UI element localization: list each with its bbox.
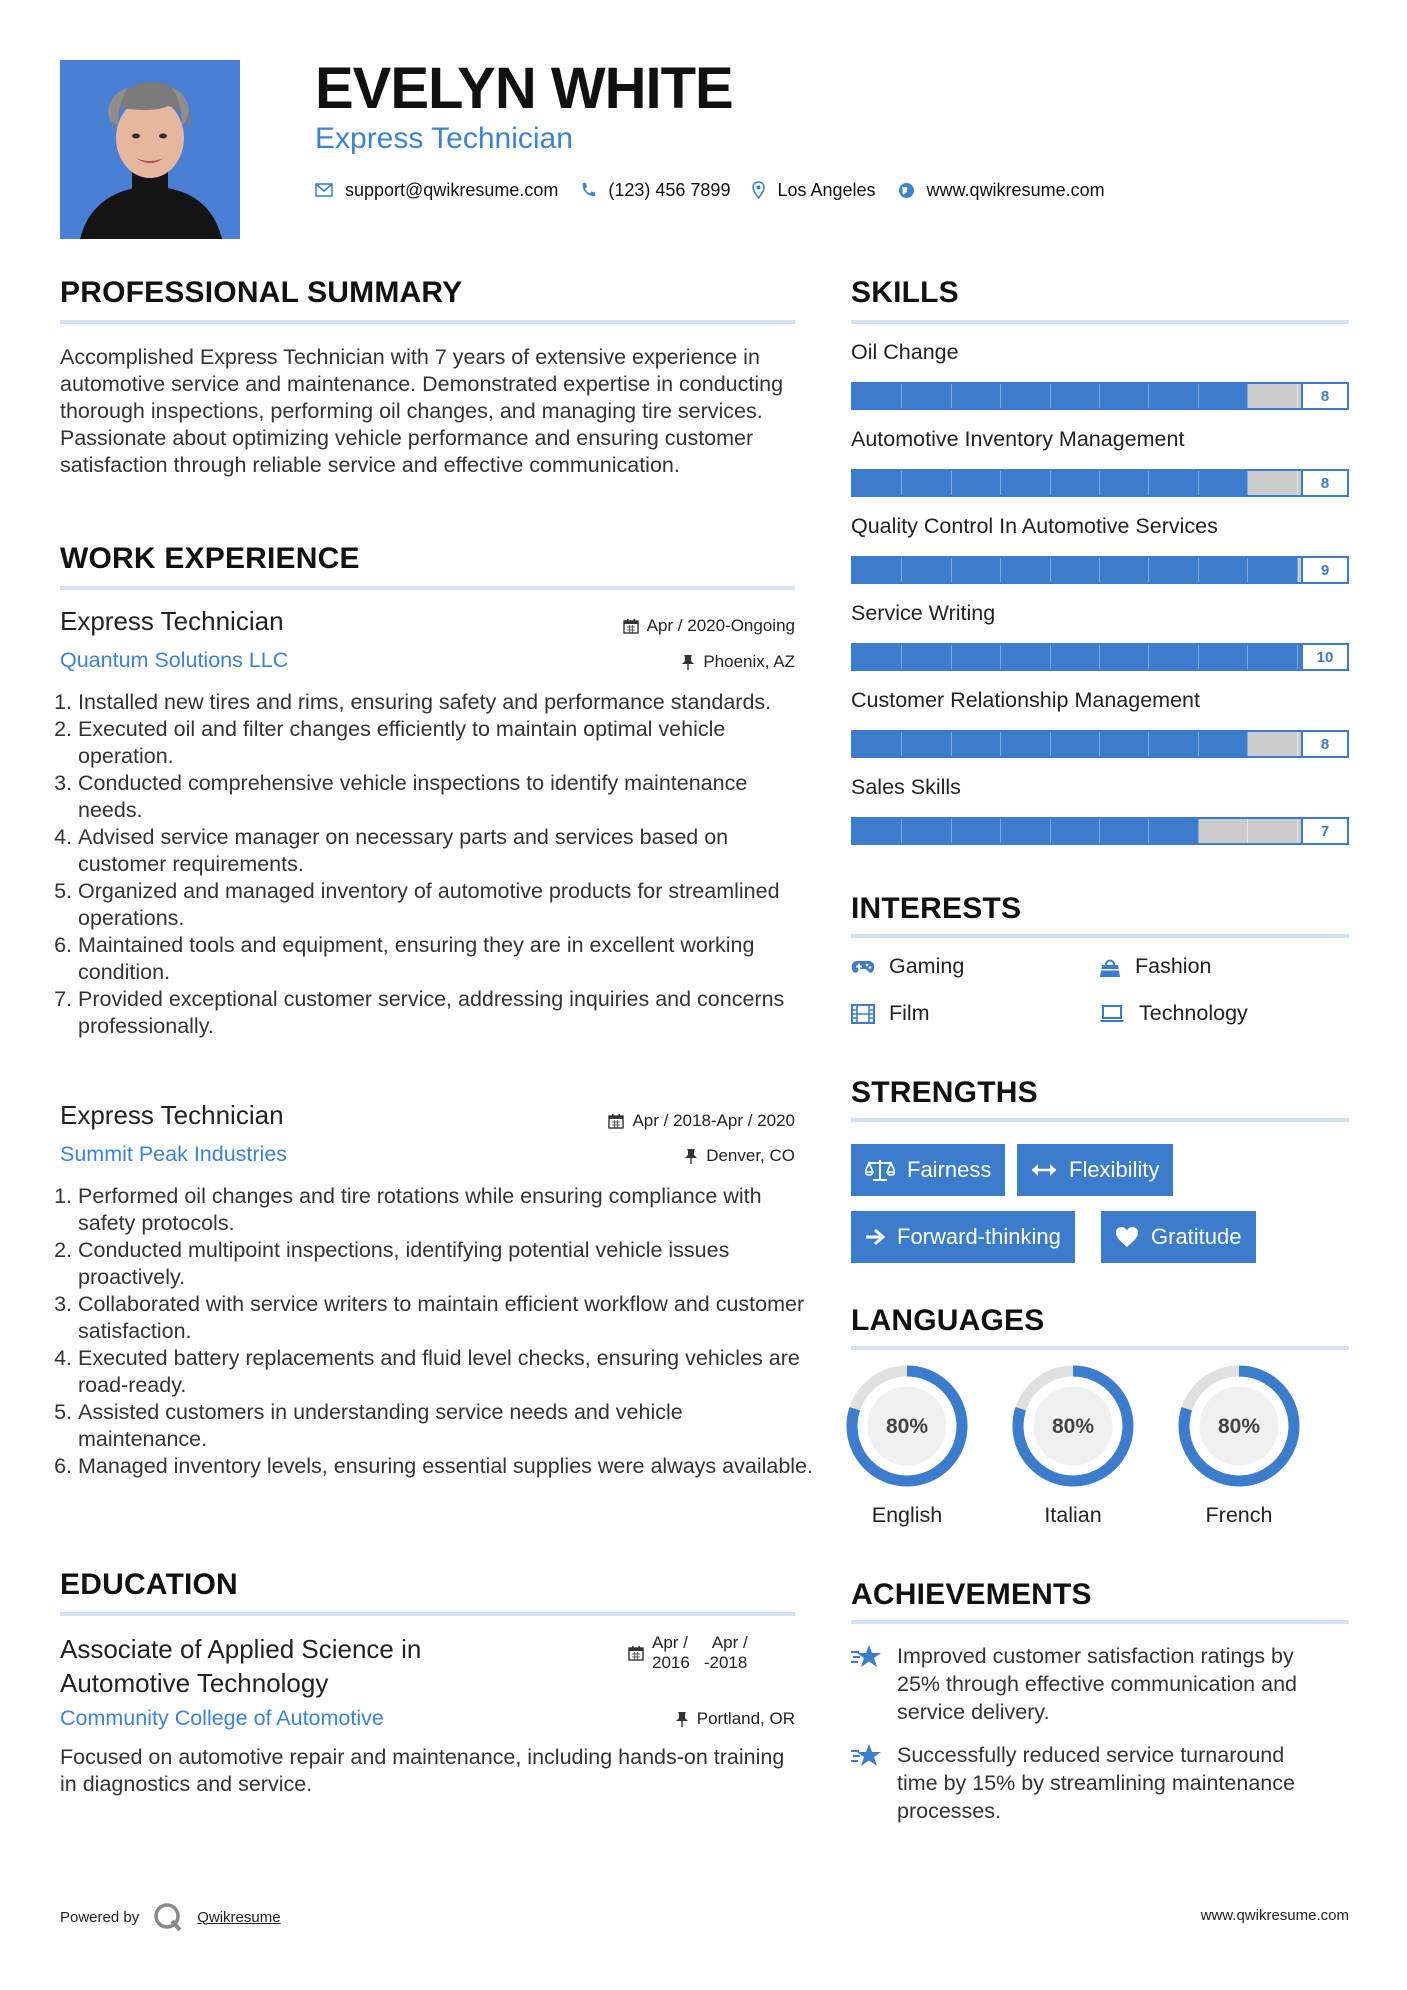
education-location xyxy=(675,1709,795,1729)
skill-bar-segment xyxy=(853,645,902,669)
skill-bar-segment xyxy=(1199,732,1248,756)
skill-row xyxy=(851,340,1349,410)
skills-heading: SKILLS xyxy=(851,276,959,309)
strengths-heading: STRENGTHS xyxy=(851,1076,1038,1109)
achievement-line: Successfully reduced service turnaround xyxy=(897,1743,1285,1767)
pushpin-icon xyxy=(675,1711,689,1727)
pushpin-icon xyxy=(681,654,695,670)
job-bullets xyxy=(60,689,813,1040)
skill-bar-segment xyxy=(902,819,951,843)
language-ring xyxy=(1011,1364,1135,1488)
education-description: Focused on automotive repair and maintenance, including hands-on training in diagnostics and service. xyxy=(60,1745,785,1796)
arrows-horizontal-icon xyxy=(1031,1163,1057,1177)
calendar-icon xyxy=(623,618,639,634)
languages-heading: LANGUAGES xyxy=(851,1304,1045,1337)
map-pin-icon xyxy=(752,181,765,199)
skill-bar-segment xyxy=(952,558,1001,582)
candidate-title: Express Technician xyxy=(315,122,573,155)
list-item: 1. Performed oil changes and tire rotations while ensuring compliance with safety protocols. xyxy=(78,1183,813,1237)
skill-bar-segment xyxy=(1149,558,1198,582)
portrait-image xyxy=(60,60,240,239)
language-percent: 80% xyxy=(1051,1415,1095,1438)
globe-icon xyxy=(898,182,915,199)
list-item: 4. Advised service manager on necessary parts and services based on customer requirements. xyxy=(78,824,813,878)
degree-line: Associate of Applied Science in xyxy=(60,1634,422,1664)
skill-bar xyxy=(851,643,1349,671)
contact-location: Los Angeles xyxy=(777,179,876,200)
skill-bar xyxy=(851,556,1349,584)
interest-technology xyxy=(1099,1001,1248,1026)
job-company: Summit Peak Industries xyxy=(60,1142,288,1166)
strength-fairness xyxy=(851,1144,1005,1196)
language-ring xyxy=(845,1364,969,1488)
skill-bar-segment xyxy=(952,732,1001,756)
skill-row xyxy=(851,688,1349,758)
job-dates-text: Apr / 2020-Ongoing xyxy=(646,616,795,635)
footer-website[interactable]: www.qwikresume.com xyxy=(1200,1907,1349,1924)
skill-bar-segment xyxy=(1149,645,1198,669)
skill-bar-segment xyxy=(1248,645,1297,669)
achievement-line: 25% through effective communication and xyxy=(897,1672,1297,1696)
date-part: 2018 xyxy=(709,1653,748,1672)
skill-bar-segment xyxy=(1001,819,1050,843)
job-location-text: Denver, CO xyxy=(706,1146,795,1165)
skill-bar xyxy=(851,817,1349,845)
brand-link[interactable]: Qwikresume xyxy=(197,1908,281,1926)
laptop-icon xyxy=(1099,1005,1125,1023)
job-title: Express Technician xyxy=(60,606,284,636)
skill-bar-segment xyxy=(902,384,951,408)
skill-bar-segment xyxy=(1051,732,1100,756)
skill-bar-segment xyxy=(1100,558,1149,582)
language-name: English xyxy=(871,1503,943,1527)
list-item: 5. Organized and managed inventory of automotive products for streamlined operations. xyxy=(78,878,813,932)
achievement-text xyxy=(897,1741,1295,1825)
contact-email[interactable]: support@qwikresume.com xyxy=(345,179,559,200)
strength-gratitude xyxy=(1101,1211,1256,1263)
skills-divider xyxy=(851,320,1349,324)
strength-flexibility xyxy=(1017,1144,1173,1196)
skill-bar-segment xyxy=(1001,471,1050,495)
skill-level: 8 xyxy=(1301,469,1349,497)
language-item xyxy=(845,1364,969,1528)
skill-bar-segment xyxy=(1001,384,1050,408)
skill-bar-segment xyxy=(1149,732,1198,756)
profile-photo xyxy=(60,60,240,239)
calendar-icon xyxy=(628,1645,644,1661)
skill-bar-track xyxy=(851,469,1349,497)
skill-bar-segment xyxy=(952,471,1001,495)
list-item: 2. Conducted multipoint inspections, identifying potential vehicle issues proactively. xyxy=(78,1237,813,1291)
skill-bar-segment xyxy=(952,819,1001,843)
strength-forward-thinking xyxy=(851,1211,1075,1263)
skill-bar-segment xyxy=(1100,471,1149,495)
skill-bar-segment xyxy=(1100,819,1149,843)
skill-bar-segment xyxy=(1248,732,1297,756)
list-item: 3. Collaborated with service writers to maintain efficient workflow and customer satisfaction. xyxy=(78,1291,813,1345)
summary-divider xyxy=(60,320,795,324)
skill-bar-segment xyxy=(1248,558,1297,582)
skill-bar xyxy=(851,382,1349,410)
list-item: 4. Executed battery replacements and fluid level checks, ensuring vehicles are road-ready. xyxy=(78,1345,813,1399)
skill-bar-segment xyxy=(1199,645,1248,669)
star-badge-icon xyxy=(851,1644,883,1670)
skill-bar-segment xyxy=(902,558,951,582)
skill-level: 8 xyxy=(1301,730,1349,758)
job-location xyxy=(684,1146,795,1166)
skill-bar-track xyxy=(851,556,1349,584)
achievements-divider xyxy=(851,1620,1349,1624)
summary-text: Accomplished Express Technician with 7 years of extensive experience in automotive service and maintenance. Demonstrated expertise in conducting thorough inspections, performing oil changes, and managing tire services. Passionate about optimizing vehicle performance and ensuring customer satisfaction through reliable service and effective communication. xyxy=(60,345,784,477)
list-item: 2. Executed oil and filter changes efficiently to maintain optimal vehicle operation. xyxy=(78,716,813,770)
skill-name: Quality Control In Automotive Services xyxy=(851,514,1218,538)
skill-bar-segment xyxy=(1199,384,1248,408)
job-dates xyxy=(608,1111,795,1131)
skill-level: 8 xyxy=(1301,382,1349,410)
skill-bar-segment xyxy=(1248,384,1297,408)
pushpin-icon xyxy=(684,1148,698,1164)
skill-level: 10 xyxy=(1301,643,1349,671)
skill-bar-segment xyxy=(1100,384,1149,408)
skill-bar-segment xyxy=(1051,645,1100,669)
skill-row xyxy=(851,601,1349,671)
arrow-right-icon xyxy=(865,1228,885,1246)
skill-name: Service Writing xyxy=(851,601,996,625)
achievements-heading: ACHIEVEMENTS xyxy=(851,1578,1092,1611)
skill-bar-segment xyxy=(853,558,902,582)
experience-divider xyxy=(60,586,795,590)
qwikresume-logo-icon xyxy=(153,1902,183,1932)
phone-icon xyxy=(580,182,596,198)
skill-bar-segment xyxy=(1100,732,1149,756)
language-percent: 80% xyxy=(1217,1415,1261,1438)
skill-level: 7 xyxy=(1301,817,1349,845)
contact-website[interactable]: www.qwikresume.com xyxy=(926,179,1105,200)
education-dates xyxy=(628,1633,748,1673)
interest-label: Film xyxy=(889,1001,930,1025)
skill-name: Automotive Inventory Management xyxy=(851,427,1185,451)
skill-bar-segment xyxy=(1149,384,1198,408)
summary-heading: PROFESSIONAL SUMMARY xyxy=(60,276,463,309)
achievement-line: service delivery. xyxy=(897,1700,1050,1724)
languages-list xyxy=(845,1364,1365,1534)
skill-bar-segment xyxy=(1149,819,1198,843)
contact-phone[interactable]: (123) 456 7899 xyxy=(608,179,731,200)
skill-row xyxy=(851,775,1349,845)
strength-label: Flexibility xyxy=(1069,1157,1160,1182)
strengths-divider xyxy=(851,1118,1349,1122)
strength-label: Fairness xyxy=(907,1157,992,1182)
skill-bar-segment xyxy=(902,645,951,669)
education-end xyxy=(704,1633,748,1673)
job-bullets xyxy=(60,1183,813,1480)
list-item: 6. Managed inventory levels, ensuring essential supplies were always available. xyxy=(78,1453,813,1480)
skill-bar-segment xyxy=(853,471,902,495)
skill-bar-track xyxy=(851,817,1349,845)
interest-label: Fashion xyxy=(1135,954,1212,978)
skill-bar xyxy=(851,469,1349,497)
skill-bar-segment xyxy=(1248,819,1297,843)
date-part: Apr / xyxy=(711,1633,748,1652)
job-title: Express Technician xyxy=(60,1100,284,1130)
skill-bar-segment xyxy=(1199,558,1248,582)
list-item: 3. Conducted comprehensive vehicle inspections to identify maintenance needs. xyxy=(78,770,813,824)
interests-heading: INTERESTS xyxy=(851,892,1022,925)
achievement-line: time by 15% by streamlining maintenance xyxy=(897,1771,1295,1795)
strength-label: Forward-thinking xyxy=(897,1224,1061,1249)
skill-name: Sales Skills xyxy=(851,775,961,799)
interest-label: Gaming xyxy=(889,954,965,978)
interest-label: Technology xyxy=(1139,1001,1248,1025)
education-heading: EDUCATION xyxy=(60,1568,238,1601)
skill-bar-segment xyxy=(1149,471,1198,495)
job-location xyxy=(681,652,795,672)
footer-powered xyxy=(60,1902,281,1932)
interest-gaming xyxy=(851,954,964,979)
achievement-line: Improved customer satisfaction ratings by xyxy=(897,1644,1294,1668)
language-name: French xyxy=(1205,1503,1273,1527)
skill-bar-segment xyxy=(1051,384,1100,408)
skill-bar-track xyxy=(851,730,1349,758)
education-divider xyxy=(60,1612,795,1616)
education-school: Community College of Automotive xyxy=(60,1706,384,1730)
language-percent: 80% xyxy=(885,1415,929,1438)
experience-heading: WORK EXPERIENCE xyxy=(60,542,360,575)
skill-bar-segment xyxy=(1001,645,1050,669)
list-item: 7. Provided exceptional customer service, addressing inquiries and concerns professionally. xyxy=(78,986,813,1040)
skill-bar-segment xyxy=(1248,471,1297,495)
list-item: 5. Assisted customers in understanding service needs and vehicle maintenance. xyxy=(78,1399,813,1453)
calendar-icon xyxy=(608,1113,624,1129)
skill-bar-segment xyxy=(1051,471,1100,495)
skill-bar xyxy=(851,730,1349,758)
skill-bar-segment xyxy=(902,732,951,756)
candidate-name: EVELYN WHITE xyxy=(315,56,733,121)
skill-name: Oil Change xyxy=(851,340,959,364)
envelope-icon xyxy=(315,183,333,197)
skill-bar-segment xyxy=(1051,819,1100,843)
skill-bar-segment xyxy=(1100,645,1149,669)
job-location-text: Phoenix, AZ xyxy=(703,652,795,671)
job-dates xyxy=(623,616,795,636)
skill-name: Customer Relationship Management xyxy=(851,688,1200,712)
skill-row xyxy=(851,514,1349,584)
skill-bar-segment xyxy=(1051,558,1100,582)
skill-bar-track xyxy=(851,643,1349,671)
achievement-item xyxy=(851,1642,1349,1726)
degree-line: Automotive Technology xyxy=(60,1668,329,1698)
powered-by-label: Powered by xyxy=(60,1908,140,1926)
skill-bar-segment xyxy=(1001,732,1050,756)
gamepad-icon xyxy=(851,959,875,975)
education-start xyxy=(652,1633,690,1673)
skill-bar-segment xyxy=(952,384,1001,408)
interest-fashion xyxy=(1099,954,1212,979)
heart-icon xyxy=(1115,1226,1139,1248)
skill-bar-track xyxy=(851,382,1349,410)
date-part: 2016 xyxy=(652,1653,690,1672)
star-badge-icon xyxy=(851,1743,883,1769)
skill-bar-segment xyxy=(853,384,902,408)
skill-level: 9 xyxy=(1301,556,1349,584)
skill-bar-segment xyxy=(1199,819,1248,843)
skill-bar-segment xyxy=(1199,471,1248,495)
balance-scale-icon xyxy=(865,1158,895,1182)
skill-bar-segment xyxy=(1001,558,1050,582)
achievement-item xyxy=(851,1741,1349,1825)
date-part: Apr / xyxy=(652,1633,688,1652)
job-company: Quantum Solutions LLC xyxy=(60,648,289,672)
list-item: 1. Installed new tires and rims, ensuring safety and performance standards. xyxy=(78,689,813,716)
achievement-text xyxy=(897,1642,1297,1726)
degree-title xyxy=(60,1632,421,1700)
contact-bar xyxy=(315,178,1127,202)
language-item xyxy=(1011,1364,1135,1528)
achievement-line: processes. xyxy=(897,1799,1001,1823)
interests-divider xyxy=(851,934,1349,938)
job-dates-text: Apr / 2018-Apr / 2020 xyxy=(632,1111,795,1130)
skill-bar-segment xyxy=(853,819,902,843)
strength-label: Gratitude xyxy=(1151,1224,1242,1249)
list-item: 6. Maintained tools and equipment, ensuring they are in excellent working condition. xyxy=(78,932,813,986)
language-item xyxy=(1177,1364,1301,1528)
language-name: Italian xyxy=(1044,1503,1102,1527)
language-ring xyxy=(1177,1364,1301,1488)
skill-bar-segment xyxy=(853,732,902,756)
languages-divider xyxy=(851,1346,1349,1350)
skill-bar-segment xyxy=(952,645,1001,669)
film-icon xyxy=(851,1004,875,1024)
date-dash: - xyxy=(703,1653,710,1672)
education-location-text: Portland, OR xyxy=(696,1709,795,1728)
interest-film xyxy=(851,1001,930,1026)
shopping-bag-icon xyxy=(1099,956,1121,978)
skill-row xyxy=(851,427,1349,497)
skill-bar-segment xyxy=(902,471,951,495)
